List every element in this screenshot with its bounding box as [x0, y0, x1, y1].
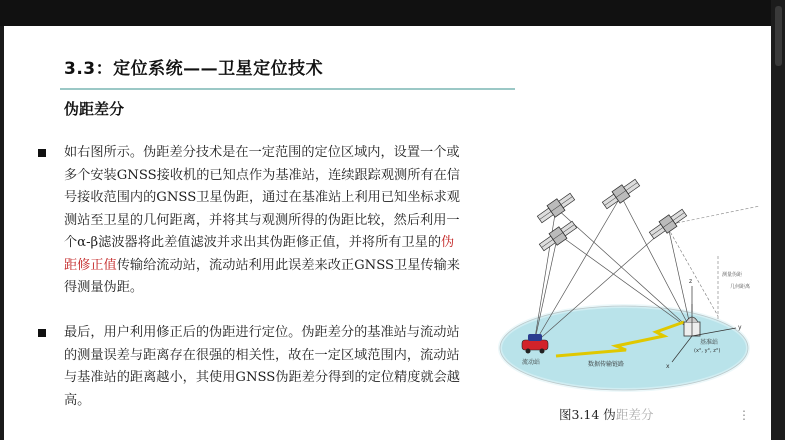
slide-canvas	[4, 26, 771, 440]
satellite-icon	[538, 219, 579, 253]
ellipsis-icon: ⋮	[738, 408, 750, 422]
axis-z-label: z	[689, 278, 693, 285]
slide-subtitle: 伪距差分	[64, 100, 125, 118]
para1-text: 如右图所示。伪距差分技术是在一定范围的定位区域内，设置一个或多个安装GNSS接收机的已知点作为基准站，连续跟踪观测所有在信号接收范围内的GNSS卫星伪距，通过在基准站上利用已知坐标求观测站至卫星的几何距离，并将其与观测所得的伪距比较，然后利用一个α-β滤波器将此差值滤波并求出其伪距修正值，并将所有卫星的	[64, 145, 460, 250]
satellite-icon	[601, 177, 642, 211]
caption-text: 图3.14 伪	[559, 407, 616, 422]
pseudorange-diagram	[486, 136, 771, 416]
satellite-icon	[648, 207, 689, 241]
geometric-distance-label: 几何距离	[730, 284, 751, 290]
bullet-paragraph-1	[64, 142, 464, 300]
top-black-bar	[0, 0, 785, 26]
para2-text: 最后，用户利用修正后的伪距进行定位。伪距差分的基准站与流动站的测量误差与距离存在很强的相关性，故在一定区域范围内，流动站与基准站的距离越小，其使用GNSS伪距差分得到的定位精度就会越高。	[64, 325, 460, 408]
bullet-square-icon	[38, 149, 46, 157]
axis-x-label: x	[666, 363, 670, 370]
scrollbar[interactable]	[771, 0, 785, 440]
satellite-icon	[536, 191, 577, 225]
pseudorange-label: 测量伪距	[722, 272, 743, 278]
data-link-label: 数据传输链路	[588, 361, 625, 368]
caption-text-obscured: 距差分	[615, 407, 654, 422]
rover-label: 流动站	[522, 359, 541, 366]
slide-title: 3.3：定位系统——卫星定位技术	[64, 59, 324, 79]
figure-caption	[559, 405, 653, 423]
reference-lines	[668, 206, 760, 321]
title-divider	[60, 88, 515, 90]
para1-text-end: 传输给流动站，流动站利用此误差来改正GNSS卫星传输来得测量伪距。	[64, 257, 460, 295]
axis-y-label: y	[738, 324, 742, 331]
base-station-label: 基准站	[700, 339, 719, 346]
bullet-square-icon	[38, 329, 46, 337]
base-coordinate-label: (x°, y°, z°)	[694, 348, 721, 354]
scrollbar-thumb[interactable]	[775, 6, 782, 66]
para1-highlight: 伪距修正值	[64, 235, 455, 273]
bullet-paragraph-2	[64, 322, 464, 412]
